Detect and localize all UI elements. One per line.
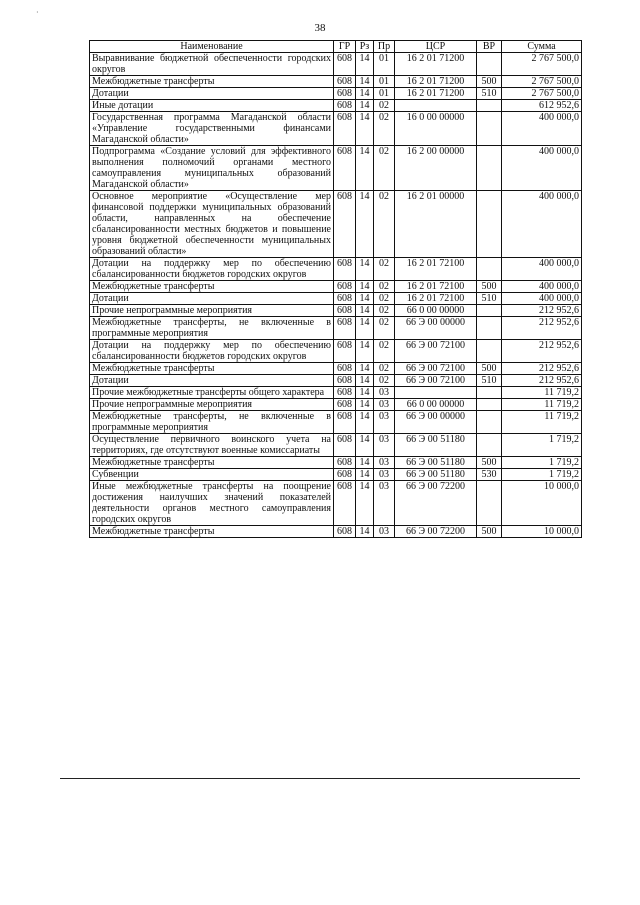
row-name: Осуществление первичного воинского учета на территориях, где отсутствуют военные комиссариаты xyxy=(90,434,334,457)
row-gr: 608 xyxy=(334,340,356,363)
row-pr: 02 xyxy=(374,340,395,363)
row-gr: 608 xyxy=(334,53,356,76)
row-rz: 14 xyxy=(356,191,374,258)
row-name: Межбюджетные трансферты xyxy=(90,526,334,538)
row-pr: 03 xyxy=(374,434,395,457)
row-vr xyxy=(477,305,502,317)
row-gr: 608 xyxy=(334,258,356,281)
row-pr: 03 xyxy=(374,411,395,434)
table-row xyxy=(90,317,582,340)
row-vr xyxy=(477,191,502,258)
row-sum: 10 000,0 xyxy=(502,481,582,526)
row-vr xyxy=(477,481,502,526)
table-row xyxy=(90,457,582,469)
bottom-rule xyxy=(60,778,580,779)
header-gr: ГР xyxy=(334,41,356,53)
row-csr: 66 Э 00 72200 xyxy=(395,481,477,526)
row-csr: 16 2 01 72100 xyxy=(395,281,477,293)
row-name: Основное мероприятие «Осуществление мер финансовой поддержки муниципальных образований области, направленных на обеспечение сбалансированности местных бюджетов и повышение уровня бюджетной обеспеченности муниципальных образований области» xyxy=(90,191,334,258)
table-row xyxy=(90,340,582,363)
header-rz: Рз xyxy=(356,41,374,53)
row-csr xyxy=(395,387,477,399)
row-vr: 530 xyxy=(477,469,502,481)
row-sum: 212 952,6 xyxy=(502,375,582,387)
row-gr: 608 xyxy=(334,112,356,146)
row-vr xyxy=(477,387,502,399)
row-csr: 66 Э 00 72100 xyxy=(395,375,477,387)
table-row xyxy=(90,191,582,258)
row-sum: 11 719,2 xyxy=(502,387,582,399)
row-csr: 16 2 01 71200 xyxy=(395,53,477,76)
row-pr: 03 xyxy=(374,399,395,411)
row-csr: 16 2 00 00000 xyxy=(395,146,477,191)
row-gr: 608 xyxy=(334,457,356,469)
table-row xyxy=(90,305,582,317)
budget-table xyxy=(89,40,582,538)
row-gr: 608 xyxy=(334,76,356,88)
row-name: Межбюджетные трансферты xyxy=(90,457,334,469)
row-name: Субвенции xyxy=(90,469,334,481)
row-rz: 14 xyxy=(356,375,374,387)
row-sum: 2 767 500,0 xyxy=(502,88,582,100)
row-gr: 608 xyxy=(334,305,356,317)
table-row xyxy=(90,53,582,76)
row-csr: 16 2 01 00000 xyxy=(395,191,477,258)
row-pr: 02 xyxy=(374,191,395,258)
row-csr: 16 2 01 72100 xyxy=(395,293,477,305)
row-vr xyxy=(477,434,502,457)
header-pr: Пр xyxy=(374,41,395,53)
row-sum: 212 952,6 xyxy=(502,363,582,375)
row-pr: 02 xyxy=(374,100,395,112)
row-name: Прочие межбюджетные трансферты общего характера xyxy=(90,387,334,399)
row-vr xyxy=(477,411,502,434)
row-sum: 400 000,0 xyxy=(502,146,582,191)
row-pr: 02 xyxy=(374,146,395,191)
row-rz: 14 xyxy=(356,526,374,538)
row-name: Дотации xyxy=(90,293,334,305)
table-row xyxy=(90,146,582,191)
table-header-row xyxy=(90,41,582,53)
row-pr: 02 xyxy=(374,281,395,293)
row-name: Межбюджетные трансферты, не включенные в программные мероприятия xyxy=(90,317,334,340)
row-sum: 400 000,0 xyxy=(502,191,582,258)
table-row xyxy=(90,112,582,146)
row-name: Иные межбюджетные трансферты на поощрение достижения наилучших значений показателей деятельности органов местного самоуправления городских округов xyxy=(90,481,334,526)
row-csr: 66 0 00 00000 xyxy=(395,399,477,411)
row-name: Дотации на поддержку мер по обеспечению сбалансированности бюджетов городских округов xyxy=(90,340,334,363)
row-pr: 03 xyxy=(374,387,395,399)
row-pr: 02 xyxy=(374,317,395,340)
row-rz: 14 xyxy=(356,469,374,481)
row-pr: 02 xyxy=(374,112,395,146)
row-vr: 500 xyxy=(477,363,502,375)
row-sum: 400 000,0 xyxy=(502,258,582,281)
row-sum: 2 767 500,0 xyxy=(502,76,582,88)
row-gr: 608 xyxy=(334,526,356,538)
row-rz: 14 xyxy=(356,305,374,317)
row-gr: 608 xyxy=(334,481,356,526)
row-pr: 03 xyxy=(374,481,395,526)
row-gr: 608 xyxy=(334,317,356,340)
table-row xyxy=(90,258,582,281)
row-gr: 608 xyxy=(334,146,356,191)
row-rz: 14 xyxy=(356,53,374,76)
row-csr: 66 Э 00 72200 xyxy=(395,526,477,538)
table-row xyxy=(90,375,582,387)
row-csr: 66 0 00 00000 xyxy=(395,305,477,317)
row-gr: 608 xyxy=(334,375,356,387)
header-csr: ЦСР xyxy=(395,41,477,53)
header-sum: Сумма xyxy=(502,41,582,53)
row-name: Межбюджетные трансферты xyxy=(90,281,334,293)
table-row xyxy=(90,387,582,399)
row-csr xyxy=(395,100,477,112)
row-gr: 608 xyxy=(334,469,356,481)
scan-mark: · xyxy=(36,8,39,17)
row-vr xyxy=(477,340,502,363)
row-sum: 400 000,0 xyxy=(502,293,582,305)
row-vr: 500 xyxy=(477,457,502,469)
row-vr xyxy=(477,53,502,76)
row-sum: 1 719,2 xyxy=(502,469,582,481)
row-rz: 14 xyxy=(356,457,374,469)
row-sum: 2 767 500,0 xyxy=(502,53,582,76)
row-name: Подпрограмма «Создание условий для эффективного выполнения полномочий органами местного самоуправления муниципальных образований Магаданской области» xyxy=(90,146,334,191)
row-pr: 02 xyxy=(374,363,395,375)
table-row xyxy=(90,363,582,375)
row-rz: 14 xyxy=(356,399,374,411)
row-rz: 14 xyxy=(356,363,374,375)
row-name: Иные дотации xyxy=(90,100,334,112)
row-rz: 14 xyxy=(356,387,374,399)
row-csr: 66 Э 00 51180 xyxy=(395,469,477,481)
row-rz: 14 xyxy=(356,340,374,363)
table-row xyxy=(90,399,582,411)
row-gr: 608 xyxy=(334,387,356,399)
row-rz: 14 xyxy=(356,411,374,434)
row-name: Государственная программа Магаданской области «Управление государственными финансами Магаданской области» xyxy=(90,112,334,146)
row-rz: 14 xyxy=(356,88,374,100)
row-sum: 1 719,2 xyxy=(502,434,582,457)
table-row xyxy=(90,100,582,112)
row-vr xyxy=(477,317,502,340)
row-vr xyxy=(477,146,502,191)
row-sum: 612 952,6 xyxy=(502,100,582,112)
row-csr: 66 Э 00 00000 xyxy=(395,317,477,340)
row-vr xyxy=(477,258,502,281)
row-pr: 01 xyxy=(374,53,395,76)
row-rz: 14 xyxy=(356,146,374,191)
row-csr: 16 2 01 72100 xyxy=(395,258,477,281)
row-rz: 14 xyxy=(356,258,374,281)
row-csr: 66 Э 00 72100 xyxy=(395,363,477,375)
row-name: Прочие непрограммные мероприятия xyxy=(90,399,334,411)
row-rz: 14 xyxy=(356,481,374,526)
row-vr: 510 xyxy=(477,88,502,100)
row-name: Дотации на поддержку мер по обеспечению сбалансированности бюджетов городских округов xyxy=(90,258,334,281)
table-row xyxy=(90,88,582,100)
row-vr: 500 xyxy=(477,526,502,538)
row-pr: 02 xyxy=(374,258,395,281)
row-rz: 14 xyxy=(356,100,374,112)
row-name: Выравнивание бюджетной обеспеченности городских округов xyxy=(90,53,334,76)
row-name: Межбюджетные трансферты xyxy=(90,76,334,88)
row-vr: 510 xyxy=(477,293,502,305)
row-vr: 500 xyxy=(477,76,502,88)
row-name: Прочие непрограммные мероприятия xyxy=(90,305,334,317)
row-sum: 212 952,6 xyxy=(502,317,582,340)
row-vr: 500 xyxy=(477,281,502,293)
row-csr: 66 Э 00 72100 xyxy=(395,340,477,363)
table-body xyxy=(90,53,582,538)
row-sum: 1 719,2 xyxy=(502,457,582,469)
header-name: Наименование xyxy=(90,41,334,53)
row-pr: 02 xyxy=(374,305,395,317)
row-sum: 400 000,0 xyxy=(502,112,582,146)
row-gr: 608 xyxy=(334,281,356,293)
row-gr: 608 xyxy=(334,191,356,258)
row-pr: 01 xyxy=(374,88,395,100)
row-rz: 14 xyxy=(356,112,374,146)
table-row xyxy=(90,434,582,457)
table-row xyxy=(90,281,582,293)
row-rz: 14 xyxy=(356,293,374,305)
row-sum: 11 719,2 xyxy=(502,399,582,411)
row-rz: 14 xyxy=(356,76,374,88)
row-csr: 16 2 01 71200 xyxy=(395,76,477,88)
row-gr: 608 xyxy=(334,411,356,434)
row-sum: 212 952,6 xyxy=(502,305,582,317)
row-vr xyxy=(477,100,502,112)
page-number: 38 xyxy=(314,22,326,34)
row-rz: 14 xyxy=(356,434,374,457)
row-pr: 02 xyxy=(374,293,395,305)
row-sum: 400 000,0 xyxy=(502,281,582,293)
table-row xyxy=(90,469,582,481)
row-gr: 608 xyxy=(334,434,356,457)
row-gr: 608 xyxy=(334,363,356,375)
table-row xyxy=(90,76,582,88)
row-vr: 510 xyxy=(477,375,502,387)
row-csr: 66 Э 00 00000 xyxy=(395,411,477,434)
row-sum: 212 952,6 xyxy=(502,340,582,363)
row-pr: 03 xyxy=(374,457,395,469)
row-gr: 608 xyxy=(334,100,356,112)
row-csr: 66 Э 00 51180 xyxy=(395,457,477,469)
row-pr: 03 xyxy=(374,469,395,481)
row-name: Межбюджетные трансферты, не включенные в программные мероприятия xyxy=(90,411,334,434)
row-sum: 10 000,0 xyxy=(502,526,582,538)
row-vr xyxy=(477,112,502,146)
row-sum: 11 719,2 xyxy=(502,411,582,434)
row-pr: 03 xyxy=(374,526,395,538)
row-rz: 14 xyxy=(356,281,374,293)
row-vr xyxy=(477,399,502,411)
table-row xyxy=(90,293,582,305)
table-row xyxy=(90,481,582,526)
row-gr: 608 xyxy=(334,88,356,100)
row-pr: 02 xyxy=(374,375,395,387)
row-name: Межбюджетные трансферты xyxy=(90,363,334,375)
row-name: Дотации xyxy=(90,375,334,387)
row-name: Дотации xyxy=(90,88,334,100)
row-gr: 608 xyxy=(334,399,356,411)
header-vr: ВР xyxy=(477,41,502,53)
row-pr: 01 xyxy=(374,76,395,88)
table-row xyxy=(90,411,582,434)
table-row xyxy=(90,526,582,538)
row-gr: 608 xyxy=(334,293,356,305)
row-csr: 16 2 01 71200 xyxy=(395,88,477,100)
row-rz: 14 xyxy=(356,317,374,340)
row-csr: 66 Э 00 51180 xyxy=(395,434,477,457)
row-csr: 16 0 00 00000 xyxy=(395,112,477,146)
